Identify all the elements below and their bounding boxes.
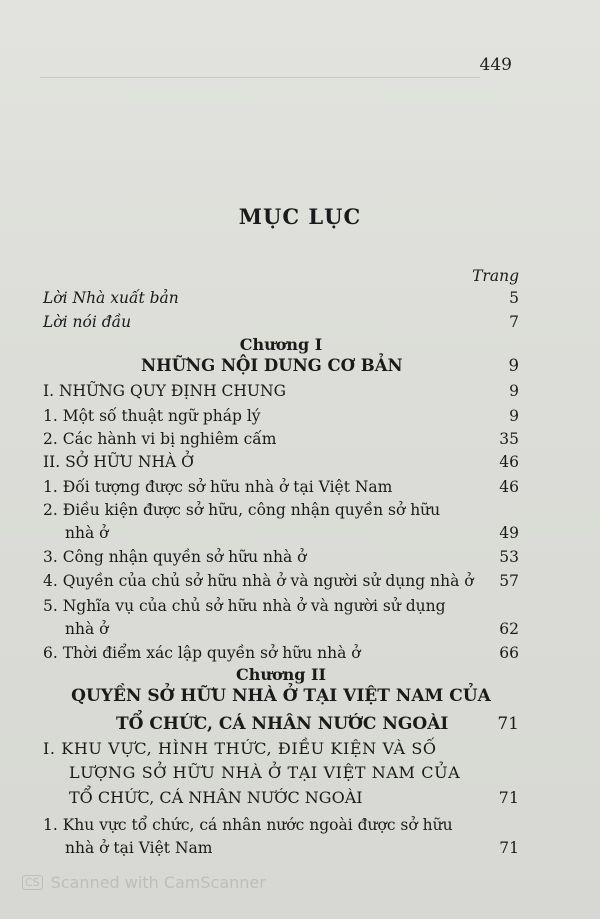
bleed-through-header [40,60,480,78]
page-title: MỤC LỤC [238,204,362,229]
toc-entry-page: 66 [499,644,519,662]
camscanner-watermark [22,873,266,892]
section-heading-page: 71 [498,788,519,807]
toc-entry-text: 3. Công nhận quyền sở hữu nhà ở [43,548,307,566]
toc-entry-page: 71 [499,839,519,857]
toc-entry-page: 9 [509,382,519,400]
toc-entry-text: 2. Điều kiện được sở hữu, công nhận quyền sở hữu [43,501,441,519]
toc-entry-page: 57 [499,572,519,590]
toc-entry-text: Lời nói đầu [43,313,132,331]
toc-entry-page: 49 [499,524,519,542]
toc-entry-page: 46 [499,478,519,496]
chapter-page: 9 [508,356,519,375]
trang-label: Trang [472,267,519,285]
chapter-label: Chương I [239,335,323,354]
toc-entry-text: I. NHỮNG QUY ĐỊNH CHUNG [43,382,286,400]
camscanner-logo-icon: CS [22,875,43,890]
chapter-page: 71 [497,714,519,734]
toc-entry-text: 5. Nghĩa vụ của chủ sở hữu nhà ở và người sử dụng [43,597,446,615]
chapter-title: QUYỀN SỞ HỮU NHÀ Ở TẠI VIỆT NAM CỦA [71,686,491,706]
chapter-title: NHỮNG NỘI DUNG CƠ BẢN [141,356,403,375]
toc-entry-text: nhà ở [65,620,109,638]
page-number: 449 [479,55,512,75]
watermark-text: Scanned with CamScanner [50,873,266,892]
toc-entry-text: 6. Thời điểm xác lập quyền sở hữu nhà ở [43,644,361,662]
toc-entry-text: nhà ở [65,524,109,542]
toc-entry-text: nhà ở tại Việt Nam [65,839,213,857]
toc-entry-page: 7 [509,313,519,331]
toc-entry-page: 9 [509,407,519,425]
toc-entry-page: 35 [499,430,519,448]
toc-entry-text: 2. Các hành vi bị nghiêm cấm [43,430,277,448]
toc-entry-text: 4. Quyền của chủ sở hữu nhà ở và người sử dụng nhà ở [43,572,474,590]
toc-entry-page: 46 [499,453,519,471]
toc-entry-text: II. SỞ HỮU NHÀ Ở [43,453,194,471]
section-heading-text: LƯỢNG SỞ HỮU NHÀ Ở TẠI VIỆT NAM CỦA [69,763,461,782]
toc-entry-page: 53 [499,548,519,566]
toc-entry-page: 62 [499,620,519,638]
chapter-title: TỔ CHỨC, CÁ NHÂN NƯỚC NGOÀI [116,714,449,734]
toc-entry-text: Lời Nhà xuất bản [43,289,179,307]
toc-entry-page: 5 [509,289,519,307]
chapter-label: Chương II [235,665,327,684]
section-heading-text: I. KHU VỰC, HÌNH THỨC, ĐIỀU KIỆN VÀ SỐ [43,739,437,758]
toc-entry-text: 1. Đối tượng được sở hữu nhà ở tại Việt Nam [43,478,393,496]
section-heading-text: TỔ CHỨC, CÁ NHÂN NƯỚC NGOÀI [69,788,363,807]
toc-entry-text: 1. Một số thuật ngữ pháp lý [43,407,261,425]
toc-entry-text: 1. Khu vực tổ chức, cá nhân nước ngoài được sở hữu [43,816,453,834]
